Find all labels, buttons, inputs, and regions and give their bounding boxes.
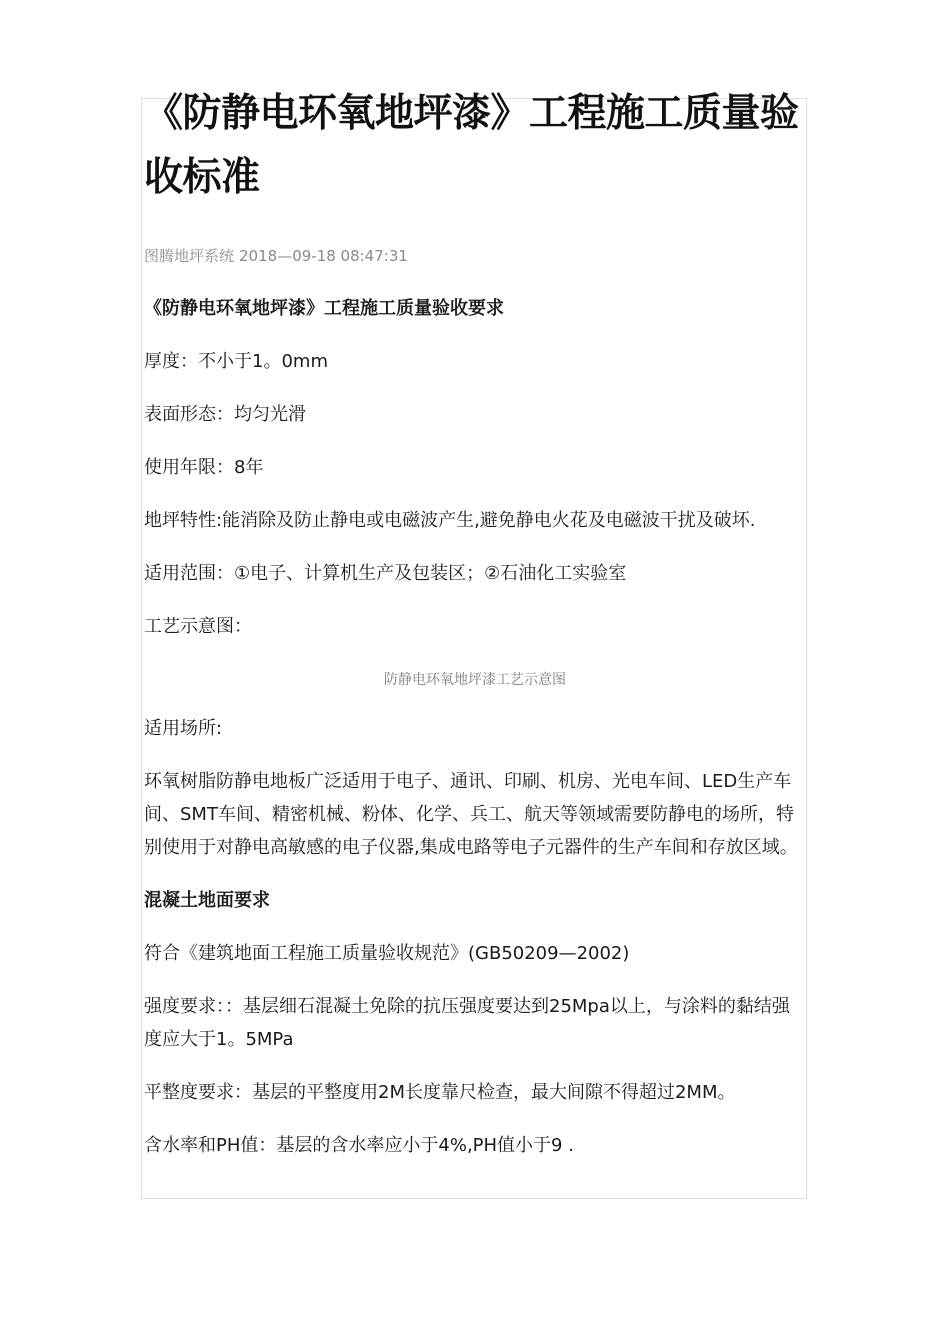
concrete-standard: 符合《建筑地面工程施工质量验收规范》(GB50209—2002) xyxy=(144,943,630,964)
spec-process-diagram-label: 工艺示意图： xyxy=(144,616,252,637)
spec-surface: 表面形态：均匀光滑 xyxy=(144,404,306,425)
applicable-places-text: 环氧树脂防静电地板广泛适用于电子、通讯、印刷、机房、光电车间、LED生产车间、SMT车间、精密机械、粉体、化学、兵工、航天等领域需要防静电的场所，特别使用于对静电高敏感的电子仪器,集成电路等电子元器件的生产车间和存放区域。 xyxy=(144,771,798,858)
spec-thickness: 厚度：不小于1。0mm xyxy=(144,351,328,372)
concrete-strength: 强度要求：：基层细石混凝土免除的抗压强度要达到25Mpa以上，与涂料的黏结强度应大于1。5MPa xyxy=(144,996,790,1050)
spec-service-life: 使用年限：8年 xyxy=(144,457,264,478)
article-title: 《防静电环氧地坪漆》工程施工质量验收标准 xyxy=(144,91,799,200)
applicable-places-label: 适用场所: xyxy=(144,718,223,739)
article-datetime: 2018—09-18 08:47:31 xyxy=(239,247,408,265)
concrete-moisture-ph: 含水率和PH值：基层的含水率应小于4%,PH值小于9 . xyxy=(144,1135,574,1156)
article-content xyxy=(144,82,806,1162)
spec-characteristics: 地坪特性:能消除及防止静电或电磁波产生,避免静电火花及电磁波干扰及破坏. xyxy=(144,510,756,531)
spec-scope: 适用范围：①电子、计算机生产及包装区；②石油化工实验室 xyxy=(144,563,627,584)
section-heading-concrete: 混凝土地面要求 xyxy=(144,890,270,911)
article-meta xyxy=(144,246,806,266)
section-heading-requirements: 《防静电环氧地坪漆》工程施工质量验收要求 xyxy=(144,298,504,319)
concrete-flatness: 平整度要求：基层的平整度用2M长度靠尺检查，最大间隙不得超过2MM。 xyxy=(144,1082,736,1103)
figure-caption: 防静电环氧地坪漆工艺示意图 xyxy=(384,672,566,688)
article-author: 图腾地坪系统 xyxy=(144,247,235,265)
